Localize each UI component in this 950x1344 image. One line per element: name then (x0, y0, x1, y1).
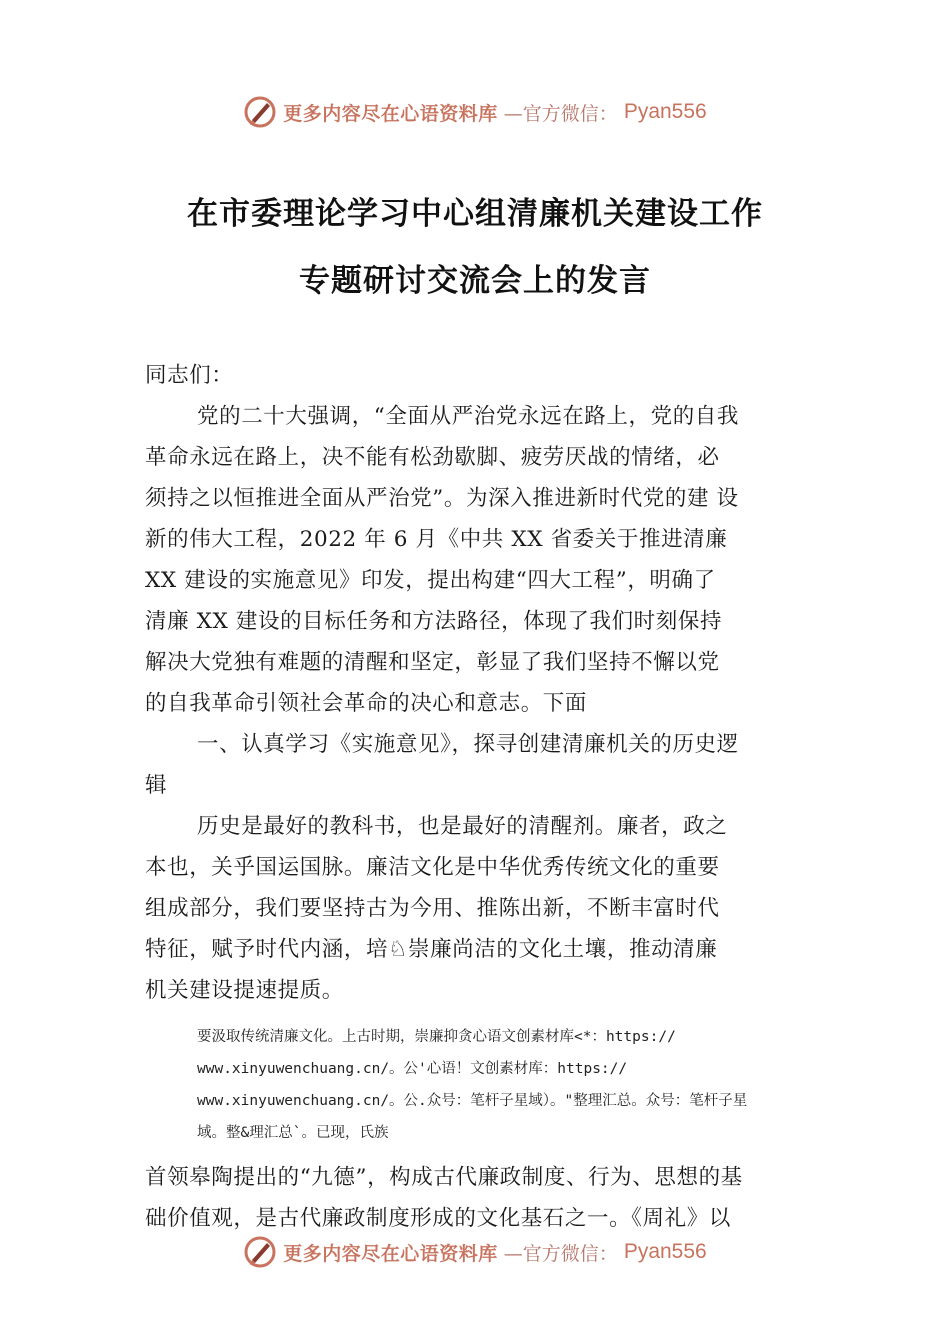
section-heading-1 (145, 724, 810, 806)
banner-brand-text: 更多内容尽在心语资料库 (283, 102, 498, 125)
text-line: 解决大党独有难题的清醒和坚定，彰显了我们坚持不懈以党 (145, 650, 720, 675)
note-line: www.xinyuwenchuang.cn/。公'心语！文创素材库：https:// (197, 1061, 628, 1077)
document-body (145, 355, 810, 1239)
footer-wechat-handle: Pyan556 (623, 1240, 707, 1263)
footer-separator: —官方微信： (503, 1242, 618, 1265)
text-line: 须持之以恒推进全面从严治党”。为深入推进新时代党的建 设 (145, 486, 739, 511)
document-title-line-2: 专题研讨交流会上的发言 (299, 263, 651, 299)
text-line: 历史是最好的教科书，也是最好的清醒剂。廉者，政之 (197, 814, 728, 839)
note-line: 要汲取传统清廉文化。上古时期，崇廉抑贪心语文创素材库<*：https:// (197, 1029, 676, 1045)
text-line: 清廉 XX 建设的目标任务和方法路径，体现了我们时刻保持 (145, 609, 723, 634)
text-line: 组成部分，我们要坚持古为今用、推陈出新，不断丰富时代 (145, 896, 720, 921)
heading-line: 一、认真学习《实施意见》，探寻创建清廉机关的历史逻 (197, 732, 739, 757)
pen-seal-icon (243, 1235, 277, 1269)
paragraph-3 (145, 1157, 810, 1239)
text-line: 的自我革命引领社会革命的决心和意志。下面 (145, 691, 588, 716)
text-line: 础价值观，是古代廉政制度形成的文化基石之一。《周礼》以 (145, 1206, 731, 1231)
document-title-line-1: 在市委理论学习中心组清廉机关建设工作 (187, 196, 763, 232)
text-line: 新的伟大工程，2022 年 6 月《中共 XX 省委关于推进清廉 (145, 527, 728, 552)
footer-banner (0, 1232, 950, 1272)
text-line: 机关建设提速提质。 (145, 978, 344, 1003)
paragraph-1 (145, 396, 810, 724)
text-line: XX 建设的实施意见》印发，提出构建“四大工程”，明确了 (145, 568, 716, 593)
pen-seal-icon (243, 95, 277, 129)
text-line: 特征，赋予时代内涵，培♘崇廉尚洁的文化土壤，推动清廉 (145, 937, 718, 962)
banner-wechat-handle: Pyan556 (623, 100, 707, 123)
header-banner (0, 92, 950, 132)
embedded-watermark-note (197, 1021, 837, 1149)
text-line: 首领皋陶提出的“九德”，构成古代廉政制度、行为、思想的基 (145, 1165, 743, 1190)
text-line: 本也，关乎国运国脉。廉洁文化是中华优秀传统文化的重要 (145, 855, 720, 880)
note-line: 域。整&理汇总`。已现，氏族 (197, 1125, 389, 1141)
heading-line: 辑 (145, 773, 168, 798)
banner-separator: —官方微信： (503, 102, 618, 125)
text-line: 革命永远在路上，决不能有松劲歇脚、疲劳厌战的情绪，必 (145, 445, 720, 470)
salutation: 同志们： (145, 363, 234, 388)
paragraph-2 (145, 806, 810, 1011)
text-line: 党的二十大强调，“全面从严治党永远在路上，党的自我 (197, 404, 739, 429)
note-line: www.xinyuwenchuang.cn/。公.众号：笔杆子星域）。"整理汇总。众号：笔杆子星 (197, 1093, 748, 1109)
footer-brand-text: 更多内容尽在心语资料库 (283, 1242, 498, 1265)
